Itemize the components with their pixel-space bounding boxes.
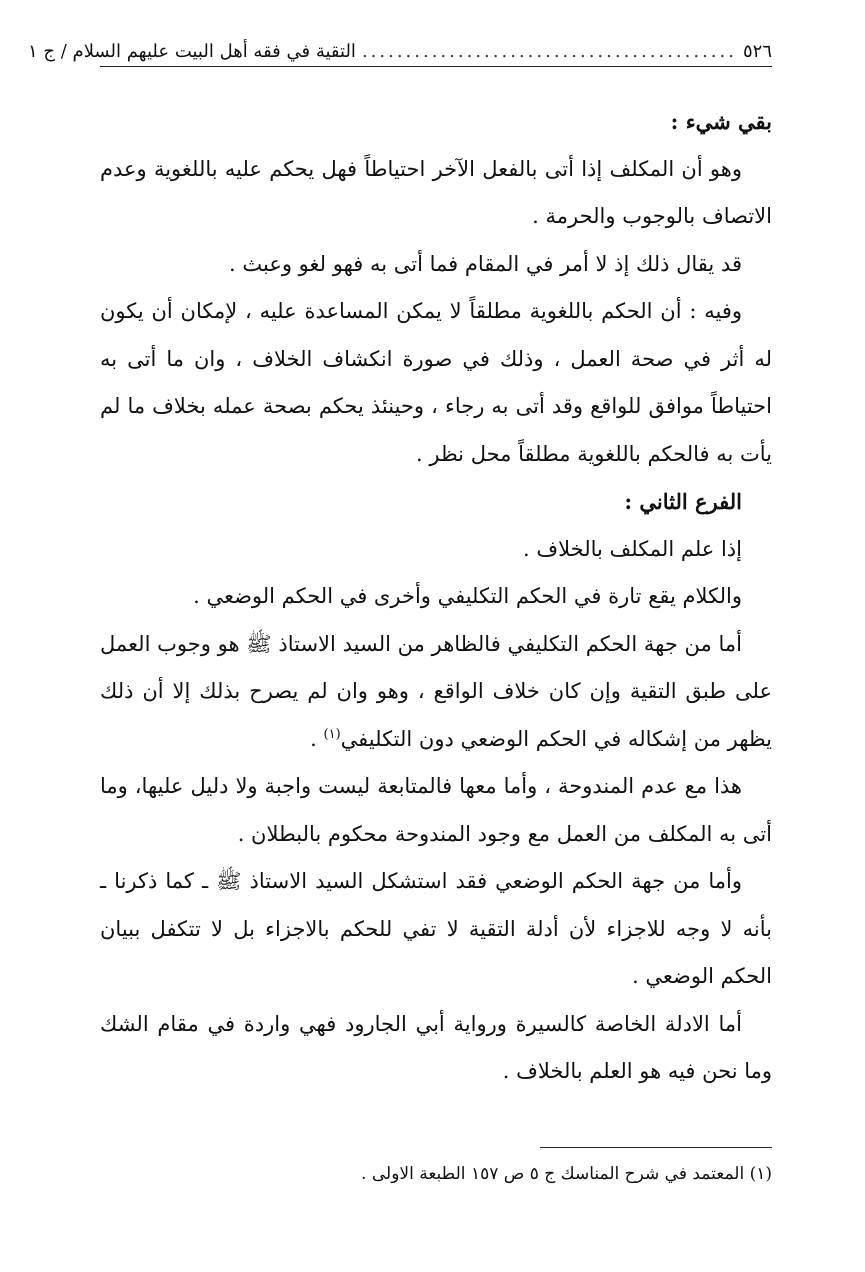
paragraph: أما الادلة الخاصة كالسيرة ورواية أبي الجارود فهي واردة في مقام الشك وما نحن فيه هو العلم بالخلاف . [100,1011,772,1083]
paragraph-text: أما من جهة الحكم التكليفي فالظاهر من السيد الاستاذ ﷺ هو وجوب العمل على طبق التقية وإن كان خلاف الواقع ، وهو وان لم يصرح بذلك إلا أن ذلك يظهر من إشكاله في الحكم الوضعي دون التكليفي [100,631,772,751]
footnote: (١) المعتمد في شرح المناسك ج ٥ ص ١٥٧ الطبعة الاولى . [361,1164,772,1184]
page-number: ٥٢٦ [742,41,772,62]
paragraph-end: . [310,726,324,751]
footnote-divider [540,1147,772,1148]
header-leader-dots: ........................................... [361,41,737,62]
paragraph: وفيه : أن الحكم باللغوية مطلقاً لا يمكن المساعدة عليه ، لإمكان أن يكون له أثر في صحة العمل ، وذلك في صورة انكشاف الخلاف ، وان ما أتى به احتياطاً موافق للواقع وقد أتى به رجاء ، وحينئذ يحكم بصحة عمله بخلاف ما لم يأت به فالحكم باللغوية مطلقاً محل نظر . [100,299,772,466]
main-text [100,98,772,1096]
paragraph-with-footnote [100,621,772,764]
section-heading-remaining: بقي شيء : [670,109,772,134]
book-title: التقية في فقه أهل البيت عليهم السلام / ج ١ [28,41,356,62]
paragraph: هذا مع عدم المندوحة ، وأما معها فالمتابعة ليست واجبة ولا دليل عليها، وما أتى به المكلف من العمل مع وجود المندوحة محكوم بالبطلان . [100,774,772,846]
running-header [28,36,772,67]
footnote-ref[interactable]: (١) [323,726,341,742]
paragraph: قد يقال ذلك إذ لا أمر في المقام فما أتى به فهو لغو وعبث . [229,251,742,276]
paragraph: وهو أن المكلف إذا أتى بالفعل الآخر احتياطاً فهل يحكم عليه باللغوية وعدم الاتصاف بالوجوب والحرمة . [100,156,772,228]
section-heading-second-branch: الفرع الثاني : [624,489,742,514]
paragraph: وأما من جهة الحكم الوضعي فقد استشكل السيد الاستاذ ﷺ ـ كما ذكرنا ـ بأنه لا وجه للاجزاء لأن أدلة التقية لا تفي للحكم بالاجزاء بل لا تتكفل ببيان الحكم الوضعي . [100,869,772,988]
paragraph: والكلام يقع تارة في الحكم التكليفي وأخرى في الحكم الوضعي . [193,584,742,608]
paragraph: إذا علم المكلف بالخلاف . [522,536,742,561]
